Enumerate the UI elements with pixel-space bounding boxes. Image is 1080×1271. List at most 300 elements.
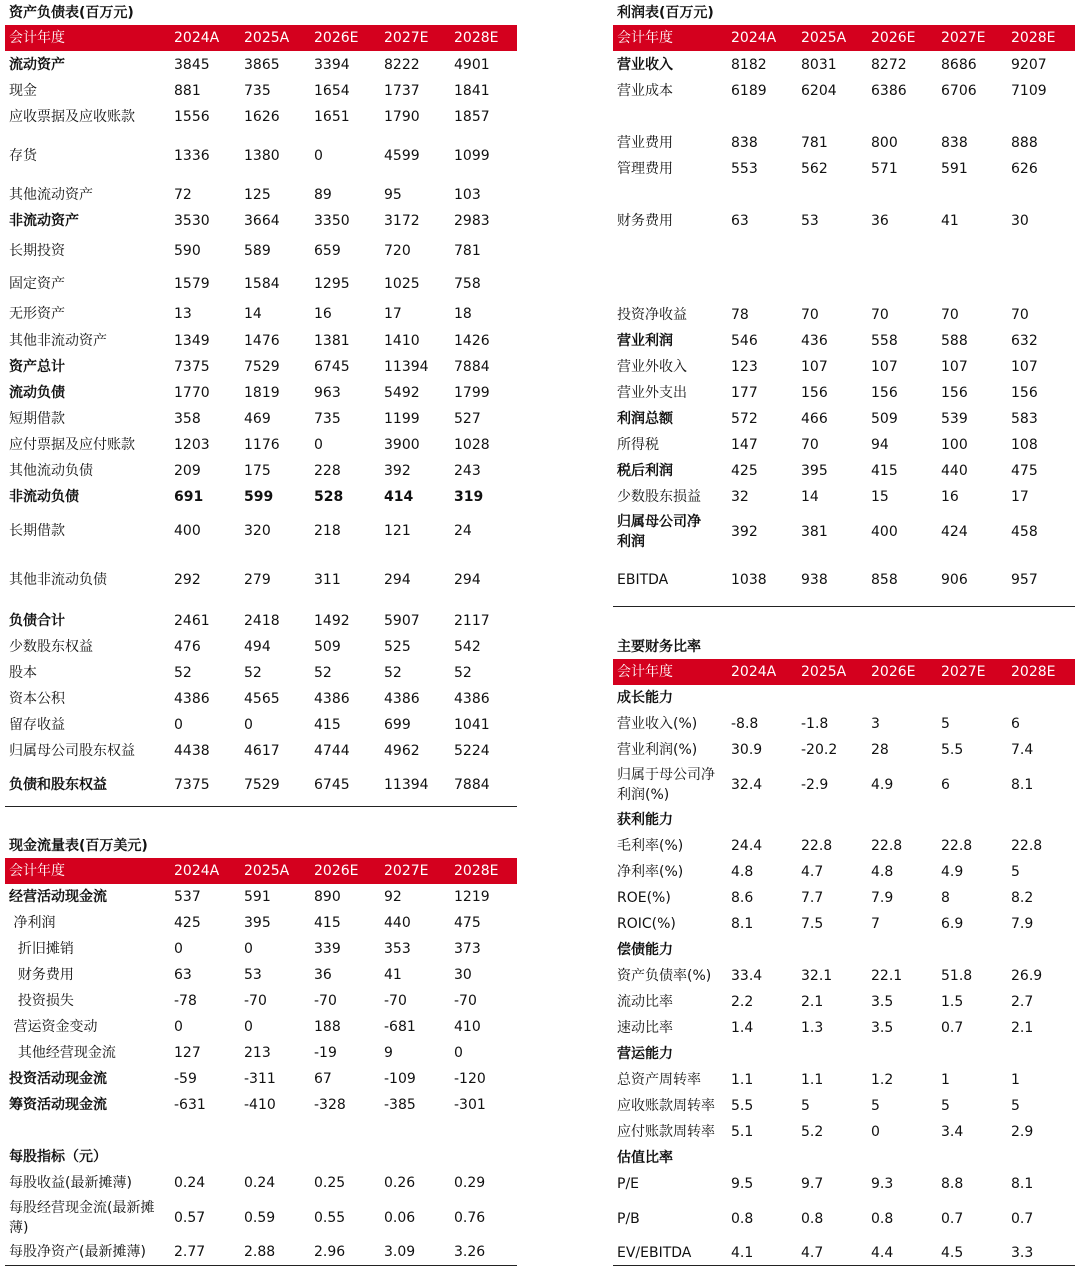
row-label: 营业利润(%) (617, 742, 698, 758)
cell-value: 0 (871, 1124, 880, 1140)
cell-value: -109 (384, 1071, 416, 1087)
cell-value: 14 (244, 306, 262, 322)
table-row (5, 686, 517, 712)
cell-value: 7529 (244, 359, 280, 375)
row-label: 其他流动负债 (9, 463, 93, 479)
row-label: 投资损失 (9, 993, 74, 1009)
cell-value: 1770 (174, 385, 210, 401)
cell-value: 177 (731, 385, 758, 401)
cell-value: 2117 (454, 613, 490, 629)
table-row (5, 432, 517, 458)
cell-value: 14 (801, 489, 819, 505)
cell-value: 228 (314, 463, 341, 479)
table-row (5, 104, 517, 130)
cell-value: 0 (244, 1019, 253, 1035)
row-label: 财务费用 (617, 213, 673, 229)
cell-value: 8.1 (1011, 1176, 1034, 1192)
table-row (5, 1014, 517, 1040)
table-header (5, 25, 517, 51)
cell-value: 546 (731, 333, 758, 349)
row-label: 净利润 (9, 915, 56, 931)
cell-value: 691 (174, 489, 204, 505)
row-label: 短期借款 (9, 411, 65, 427)
cell-value: 8.1 (731, 916, 754, 932)
cell-value: 9.3 (871, 1176, 894, 1192)
cell-value: 4.8 (871, 864, 894, 880)
row-label: 归属母公司净利润 (617, 514, 701, 550)
cell-value: 127 (174, 1045, 201, 1061)
cell-value: 0.8 (731, 1211, 754, 1227)
cell-value: 53 (244, 967, 262, 983)
cell-value: 8272 (871, 57, 907, 73)
cell-value: 400 (174, 523, 201, 539)
cell-value: 525 (384, 639, 411, 655)
cell-value: 156 (1011, 385, 1038, 401)
cell-value: 7375 (174, 359, 210, 375)
cell-value: 16 (314, 306, 332, 322)
cell-value: 858 (871, 572, 898, 588)
table-row (613, 1171, 1075, 1197)
cell-value: 1857 (454, 109, 490, 125)
cell-value: 15 (871, 489, 889, 505)
cell-value: 2461 (174, 613, 210, 629)
cell-value: 4386 (314, 691, 350, 707)
row-label: 每股净资产(最新摊薄) (9, 1244, 146, 1260)
table-row (5, 406, 517, 432)
cell-value: 188 (314, 1019, 341, 1035)
header-year: 2028E (454, 863, 499, 879)
cell-value: 458 (1011, 524, 1038, 540)
table-row (613, 302, 1075, 328)
row-label: 估值比率 (617, 1150, 673, 1166)
cell-value: 4.4 (871, 1245, 894, 1261)
cell-value: 8.2 (1011, 890, 1034, 906)
cell-value: 4962 (384, 743, 420, 759)
cell-value: 358 (174, 411, 201, 427)
cell-value: 121 (384, 523, 411, 539)
cell-value: 294 (454, 572, 481, 588)
cell-value: 5907 (384, 613, 420, 629)
row-label: 少数股东损益 (617, 489, 701, 505)
row-label: 管理费用 (617, 161, 673, 177)
cell-value: 599 (244, 489, 274, 505)
row-label: 营业费用 (617, 135, 673, 151)
cell-value: 735 (244, 83, 271, 99)
cell-value: 32 (731, 489, 749, 505)
table-row (5, 380, 517, 406)
cell-value: 7.5 (801, 916, 824, 932)
cell-value: 400 (871, 524, 898, 540)
section-title: 资产负债表(百万元) (9, 5, 134, 21)
cell-value: 4599 (384, 148, 420, 164)
cell-value: 6204 (801, 83, 837, 99)
cell-value: 1737 (384, 83, 420, 99)
cell-value: 17 (1011, 489, 1029, 505)
cell-value: 3865 (244, 57, 280, 73)
cell-value: 0 (174, 1019, 183, 1035)
cell-value: 0.8 (801, 1211, 824, 1227)
cell-value: 466 (801, 411, 828, 427)
cell-value: -410 (244, 1097, 276, 1113)
cell-value: 0.8 (871, 1211, 894, 1227)
table-row (613, 484, 1075, 510)
header-year: 2026E (871, 30, 916, 46)
table-row (5, 608, 517, 634)
table-row (5, 458, 517, 484)
row-label: 营业外收入 (617, 359, 687, 375)
table-row (5, 510, 517, 552)
cell-value: 475 (454, 915, 481, 931)
cell-value: 3530 (174, 213, 210, 229)
table-row (5, 78, 517, 104)
cell-value: 107 (871, 359, 898, 375)
cell-value: 52 (454, 665, 472, 681)
cell-value: 22.8 (1011, 838, 1043, 854)
cell-value: 591 (244, 889, 271, 905)
header-year: 2025A (801, 30, 847, 46)
table-row (5, 1092, 517, 1118)
cell-value: 2.7 (1011, 994, 1034, 1010)
cell-value: 8686 (941, 57, 977, 73)
cell-value: 7.9 (871, 890, 894, 906)
table-row (5, 738, 517, 764)
cell-value: 373 (454, 941, 481, 957)
header-year: 2024A (174, 863, 220, 879)
cell-value: 1 (1011, 1072, 1020, 1088)
table-row (613, 1093, 1075, 1119)
table-row (613, 989, 1075, 1015)
cell-value: 3664 (244, 213, 280, 229)
row-label: ROIC(%) (617, 916, 676, 932)
cell-value: 5 (1011, 864, 1020, 880)
cell-value: 0.7 (1011, 1211, 1034, 1227)
cell-value: -70 (454, 993, 477, 1009)
cell-value: 24.4 (731, 838, 763, 854)
cell-value: 436 (801, 333, 828, 349)
row-label: 成长能力 (617, 690, 673, 706)
cell-value: 527 (454, 411, 481, 427)
cell-value: 63 (731, 213, 749, 229)
row-label: 应收账款周转率 (617, 1098, 715, 1114)
cell-value: 425 (731, 463, 758, 479)
cell-value: 3172 (384, 213, 420, 229)
table-row (5, 208, 517, 234)
row-label: 净利率(%) (617, 864, 684, 880)
cell-value: 1476 (244, 333, 280, 349)
cell-value: 1203 (174, 437, 210, 453)
cell-value: 6 (1011, 716, 1020, 732)
cell-value: 94 (871, 437, 889, 453)
row-label: 折旧摊销 (9, 941, 74, 957)
cell-value: 571 (871, 161, 898, 177)
cell-value: 1028 (454, 437, 490, 453)
cell-value: 1579 (174, 276, 210, 292)
cell-value: 0 (314, 148, 323, 164)
cell-value: 147 (731, 437, 758, 453)
cell-value: 36 (314, 967, 332, 983)
cell-value: 4386 (454, 691, 490, 707)
cell-value: 395 (801, 463, 828, 479)
section-divider (613, 606, 1075, 607)
cell-value: -2.9 (801, 777, 829, 793)
cell-value: 1.1 (801, 1072, 824, 1088)
cell-value: 1410 (384, 333, 420, 349)
cell-value: 125 (244, 187, 271, 203)
cell-value: 553 (731, 161, 758, 177)
row-label: 偿债能力 (617, 942, 673, 958)
cell-value: 957 (1011, 572, 1038, 588)
cell-value: 7884 (454, 359, 490, 375)
table-row (613, 458, 1075, 484)
table-row (613, 963, 1075, 989)
cell-value: 572 (731, 411, 758, 427)
cell-value: 537 (174, 889, 201, 905)
row-label: 资本公积 (9, 691, 65, 707)
cell-value: 0.76 (454, 1210, 486, 1226)
row-label: 非流动资产 (9, 213, 79, 229)
row-label: 投资净收益 (617, 307, 687, 323)
cell-value: 1651 (314, 109, 350, 125)
cell-value: 2.1 (1011, 1020, 1034, 1036)
row-label: 固定资产 (9, 276, 65, 292)
cell-value: 1426 (454, 333, 490, 349)
cell-value: -78 (174, 993, 197, 1009)
cell-value: 9 (384, 1045, 393, 1061)
cell-value: 70 (801, 307, 819, 323)
row-label: 其他非流动资产 (9, 333, 107, 349)
cell-value: 963 (314, 385, 341, 401)
cell-value: 4565 (244, 691, 280, 707)
cell-value: 4744 (314, 743, 350, 759)
row-label: 投资活动现金流 (9, 1071, 107, 1087)
cell-value: 562 (801, 161, 828, 177)
row-label: 留存收益 (9, 717, 65, 733)
row-label: 存货 (9, 148, 37, 164)
cell-value: 699 (384, 717, 411, 733)
table-row (613, 685, 1075, 711)
cell-value: 6745 (314, 777, 350, 793)
table-row (613, 737, 1075, 763)
row-label: 营业利润 (617, 333, 673, 349)
table-row (613, 182, 1075, 260)
cell-value: 509 (871, 411, 898, 427)
row-label: 每股收益(最新摊薄) (9, 1175, 132, 1191)
cell-value: 28 (871, 742, 889, 758)
cell-value: 1199 (384, 411, 420, 427)
cell-value: 590 (174, 243, 201, 259)
cell-value: -301 (454, 1097, 486, 1113)
header-label: 会计年度 (9, 863, 65, 879)
table-row (5, 988, 517, 1014)
section-title: 主要财务比率 (617, 639, 701, 655)
cell-value: 51.8 (941, 968, 973, 984)
cell-value: 218 (314, 523, 341, 539)
cell-value: 70 (1011, 307, 1029, 323)
cell-value: 0.59 (244, 1210, 276, 1226)
table-row (5, 234, 517, 268)
cell-value: 4438 (174, 743, 210, 759)
row-label: 应付票据及应付账款 (9, 437, 135, 453)
cell-value: 2.77 (174, 1244, 206, 1260)
cell-value: 1295 (314, 276, 350, 292)
cell-value: 17 (384, 306, 402, 322)
cell-value: 156 (941, 385, 968, 401)
cell-value: 8.6 (731, 890, 754, 906)
header-year: 2027E (941, 664, 986, 680)
table-row (5, 354, 517, 380)
cell-value: 395 (244, 915, 271, 931)
cell-value: 32.4 (731, 777, 763, 793)
cell-value: 2418 (244, 613, 280, 629)
cell-value: 8031 (801, 57, 837, 73)
cell-value: 838 (731, 135, 758, 151)
cell-value: 22.1 (871, 968, 903, 984)
cell-value: -120 (454, 1071, 486, 1087)
header-label: 会计年度 (617, 664, 673, 680)
cell-value: 392 (384, 463, 411, 479)
table-row (613, 354, 1075, 380)
table-row (5, 660, 517, 686)
cell-value: 8.8 (941, 1176, 964, 1192)
cell-value: 52 (384, 665, 402, 681)
cell-value: -681 (384, 1019, 416, 1035)
section-title: 现金流量表(百万美元) (9, 838, 148, 854)
row-label: 资产负债率(%) (617, 968, 712, 984)
cell-value: 107 (801, 359, 828, 375)
header-year: 2027E (384, 863, 429, 879)
cell-value: 0.25 (314, 1175, 346, 1191)
cell-value: 4.9 (941, 864, 964, 880)
cell-value: 243 (454, 463, 481, 479)
table-row (5, 552, 517, 608)
cell-value: 410 (454, 1019, 481, 1035)
cell-value: 294 (384, 572, 411, 588)
cell-value: 7529 (244, 777, 280, 793)
cell-value: -385 (384, 1097, 416, 1113)
table-row (5, 962, 517, 988)
cell-value: 906 (941, 572, 968, 588)
table-row (5, 936, 517, 962)
cell-value: 92 (384, 889, 402, 905)
cell-value: 5.5 (731, 1098, 754, 1114)
cell-value: 319 (454, 489, 484, 505)
row-label: P/B (617, 1211, 640, 1227)
cell-value: 781 (801, 135, 828, 151)
cell-value: 2.88 (244, 1244, 276, 1260)
table-header (613, 25, 1075, 51)
table-header (613, 659, 1075, 685)
cell-value: -19 (314, 1045, 337, 1061)
cell-value: 123 (731, 359, 758, 375)
cell-value: -1.8 (801, 716, 829, 732)
table-row (5, 182, 517, 208)
cell-value: 30 (1011, 213, 1029, 229)
cell-value: 0 (174, 717, 183, 733)
cell-value: 52 (244, 665, 262, 681)
table-row (5, 884, 517, 910)
cell-value: 3845 (174, 57, 210, 73)
table-row (613, 380, 1075, 406)
cell-value: 5 (801, 1098, 810, 1114)
cell-value: 52 (174, 665, 192, 681)
cell-value: 7 (871, 916, 880, 932)
cell-value: 5492 (384, 385, 420, 401)
cell-value: 3.09 (384, 1244, 416, 1260)
cell-value: -8.8 (731, 716, 759, 732)
table-row (613, 52, 1075, 78)
header-year: 2025A (244, 863, 290, 879)
cell-value: 758 (454, 276, 481, 292)
cell-value: 1819 (244, 385, 280, 401)
cell-value: 4386 (174, 691, 210, 707)
cell-value: 89 (314, 187, 332, 203)
cell-value: 78 (731, 307, 749, 323)
cell-value: 539 (941, 411, 968, 427)
cell-value: 1.2 (871, 1072, 894, 1088)
table-row (613, 807, 1075, 833)
cell-value: 292 (174, 572, 201, 588)
header-label: 会计年度 (617, 30, 673, 46)
cell-value: 0 (314, 437, 323, 453)
row-label: 其他经营现金流 (9, 1045, 116, 1061)
cell-value: 1841 (454, 83, 490, 99)
cell-value: 52 (314, 665, 332, 681)
cell-value: 41 (384, 967, 402, 983)
cell-value: 41 (941, 213, 959, 229)
cell-value: 53 (801, 213, 819, 229)
table-row (613, 78, 1075, 104)
cell-value: 626 (1011, 161, 1038, 177)
cell-value: 7.7 (801, 890, 824, 906)
cell-value: 3.26 (454, 1244, 486, 1260)
cell-value: 0.57 (174, 1210, 206, 1226)
cell-value: 8222 (384, 57, 420, 73)
table-row (613, 328, 1075, 354)
row-label: 财务费用 (9, 967, 74, 983)
cell-value: 591 (941, 161, 968, 177)
cell-value: 528 (314, 489, 344, 505)
cell-value: -59 (174, 1071, 197, 1087)
table-row (613, 1145, 1075, 1171)
cell-value: 800 (871, 135, 898, 151)
cell-value: 22.8 (801, 838, 833, 854)
cell-value: 36 (871, 213, 889, 229)
table-row (613, 1067, 1075, 1093)
cell-value: 415 (314, 915, 341, 931)
cell-value: 0 (454, 1045, 463, 1061)
header-year: 2025A (801, 664, 847, 680)
row-label: 无形资产 (9, 306, 65, 322)
table-row (5, 52, 517, 78)
cell-value: 5 (871, 1098, 880, 1114)
row-label: 营业成本 (617, 83, 673, 99)
table-row (5, 130, 517, 182)
row-label: EBITDA (617, 572, 669, 588)
cell-value: 3350 (314, 213, 350, 229)
header-year: 2025A (244, 30, 290, 46)
row-label: 流动资产 (9, 57, 65, 73)
table-row (5, 712, 517, 738)
row-label: 获利能力 (617, 812, 673, 828)
table-row (613, 833, 1075, 859)
table-row (5, 484, 517, 510)
row-label: 现金 (9, 83, 37, 99)
header-year: 2027E (384, 30, 429, 46)
cell-value: 70 (941, 307, 959, 323)
cell-value: 30 (454, 967, 472, 983)
cell-value: 7884 (454, 777, 490, 793)
section-title: 利润表(百万元) (617, 5, 714, 21)
